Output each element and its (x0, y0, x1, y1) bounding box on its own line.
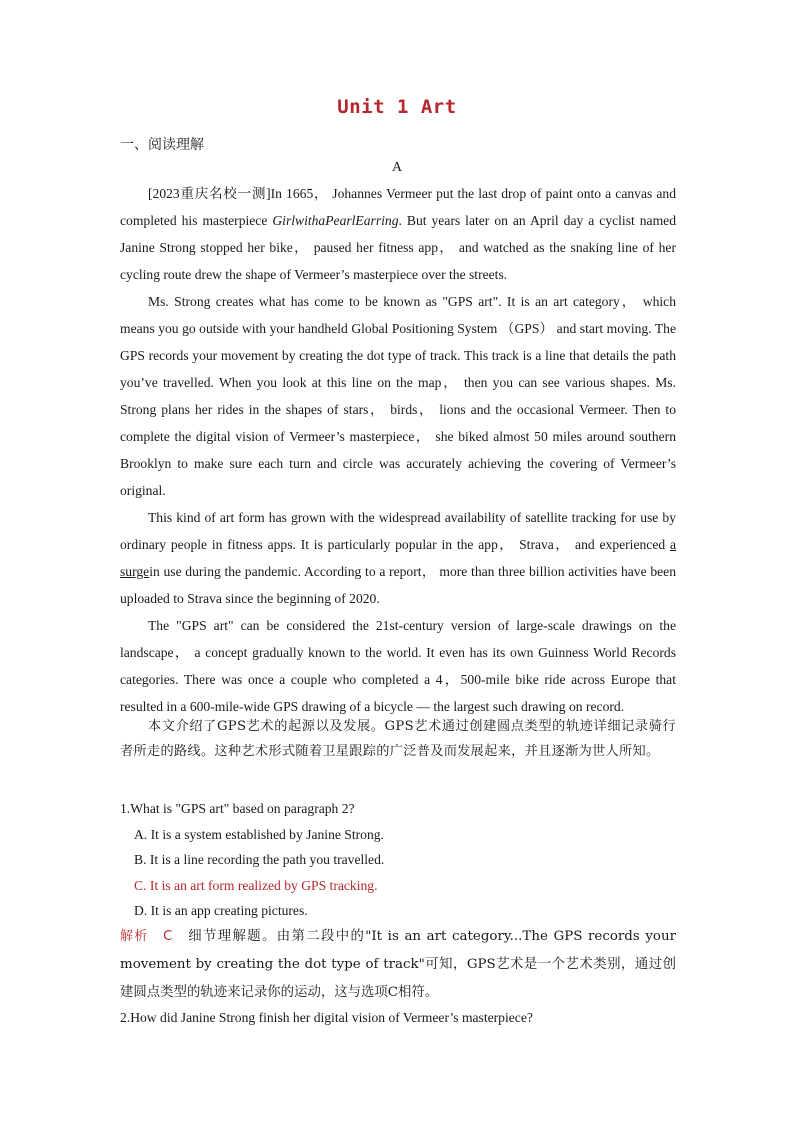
paragraph-4: The "GPS art" can be considered the 21st-century version of large-scale drawings on the landscape， a concept gradually known to the world. It even has its own Guinness World Records categories. There was once a couple who completed a 4，500-mile bike ride across Europe that resulted in a 600-mile-wide GPS drawing of a bicycle — the largest such drawing on record. (120, 618, 676, 714)
underlined-phrase: a surge (120, 537, 676, 579)
paragraph-3-text-cont: in use during the pandemic. According to a report， more than three billion activities have been uploaded to Strava since the beginning of 2020. (120, 564, 676, 606)
question-1-option-a: A. It is a system established by Janine Strong. (134, 827, 384, 842)
analysis-label: 解析 C (120, 929, 173, 944)
analysis-text: 细节理解题。由第二段中的"It is an art category...The GPS records your movement by creating the dot type of track"可知，GPS艺术是一个艺术类别，通过创建圆点类型的轨迹来记录你的运动，这与选项C相符。 (120, 929, 677, 1000)
paragraph-1-text: [2023重庆名校一测]In 1665， Johannes Vermeer put the last drop of paint onto a canvas and completed his masterpiece (120, 186, 676, 228)
page-title: Unit 1 Art (337, 96, 457, 118)
question-1-option-c: C. It is an art form realized by GPS tracking. (134, 878, 378, 893)
section-heading: 一、阅读理解 (120, 138, 204, 153)
question-1-stem: 1.What is "GPS art" based on paragraph 2? (120, 801, 355, 816)
paragraph-3 (120, 504, 676, 612)
question-2-stem: 2.How did Janine Strong finish her digital vision of Vermeer’s masterpiece? (120, 1010, 533, 1025)
question-1-option-b: B. It is a line recording the path you travelled. (134, 852, 385, 867)
paragraph-1-text-cont: . But years later on an April day a cyclist named Janine Strong stopped her bike， paused her fitness app， and watched as the snaking line of her cycling route drew the shape of Vermeer’s masterpiece over the streets. (120, 213, 676, 282)
passage-text (120, 180, 676, 720)
paragraph-3-text: This kind of art form has grown with the widespread availability of satellite tracking for use by ordinary people in fitness apps. It is particularly popular in the app， Strava， and experienced (120, 510, 676, 552)
question-1-option-d: D. It is an app creating pictures. (134, 903, 308, 918)
paragraph-1 (120, 180, 676, 288)
paragraph-2: Ms. Strong creates what has come to be known as "GPS art". It is an art category， which means you go outside with your handheld Global Positioning System （GPS） and start moving. The GPS records your movement by creating the dot type of track. This track is a line that details the path you’ve travelled. When you look at this line on the map， then you can see various shapes. Ms. Strong plans her rides in the shapes of stars， birds， lions and the occasional Vermeer. Then to complete the digital vision of Vermeer’s masterpiece， she biked almost 50 miles around southern Brooklyn to make sure each turn and circle was accurately achieving the covering of Vermeer’s original. (120, 294, 676, 498)
artwork-title: GirlwithaPearlEarring (272, 213, 399, 228)
passage-label: A (391, 160, 403, 175)
question-1-analysis (120, 922, 676, 1006)
passage-summary: 本文介绍了GPS艺术的起源以及发展。GPS艺术通过创建圆点类型的轨迹详细记录骑行者所走的路线。这种艺术形式随着卫星跟踪的广泛普及而发展起来，并且逐渐为世人所知。 (120, 719, 676, 759)
